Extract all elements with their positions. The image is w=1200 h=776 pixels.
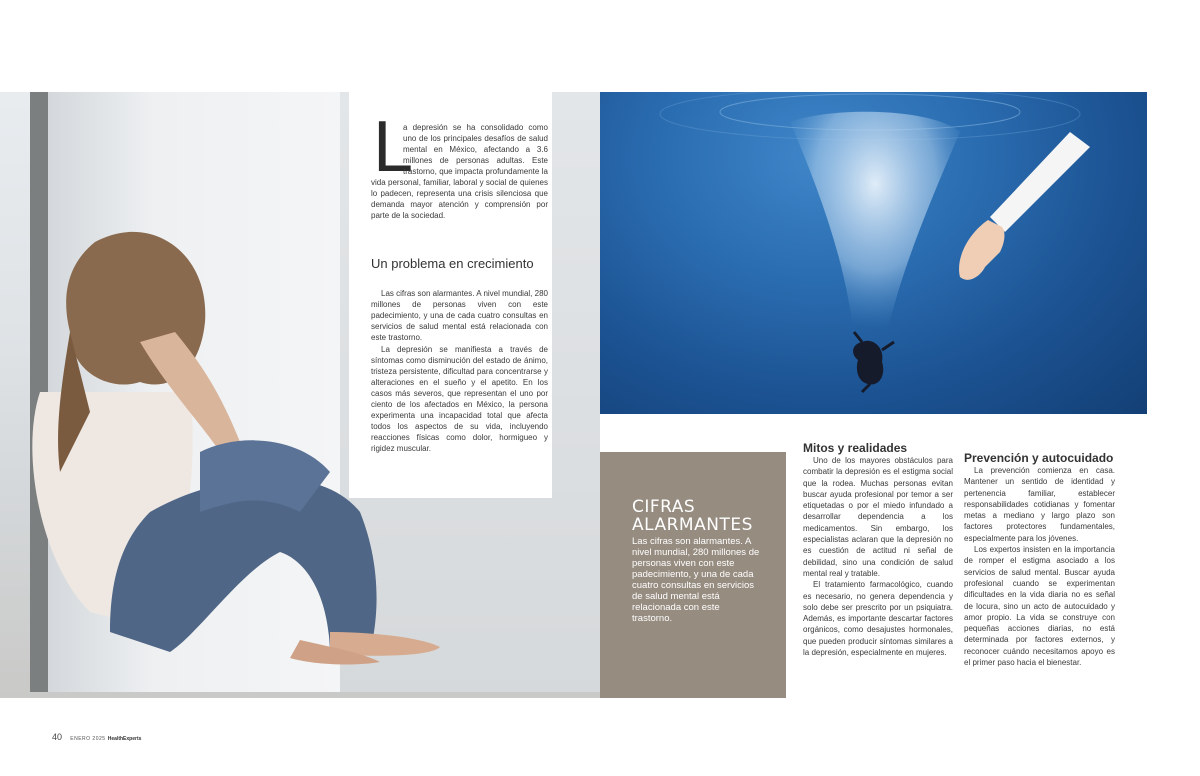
intro-paragraph: a depresión se ha consolidado como uno de los principales desafíos de salud mental en México, afectando a 3.6 millones de personas adultas. Este trastorno, que impacta profundamente la vida personal, familiar, laboral y social de quienes lo padecen, representa una crisis silenciosa que demanda mayor atención y comprensión por parte de la sociedad. [371, 123, 548, 220]
body-paragraph-2: La depresión se manifiesta a través de síntomas como disminución del estado de ánimo, tristeza persistente, dificultad para concentrarse y alteraciones en el sueño y el apetito. En los casos más severos, que representan el uno por ciento de los afectados en México, la persona experimenta una incapacidad total que afecta todos los aspectos de su vida, incluyendo reacciones físicas como dolor, hormigueo y rigidez muscular. [371, 345, 548, 453]
column-prevencion [964, 452, 1115, 668]
page-number: 40 [52, 732, 63, 742]
brand-name: HealthExperts [107, 736, 142, 742]
mitos-paragraph-2: El tratamiento farmacológico, cuando es necesario, no genera dependencia y solo debe ser prescrito por un psiquiatra. Además, es importante descartar factores orgánicos, como desajustes hormonales, que pueden producir síntomas similares a la depresión, especialmente en mujeres. [803, 580, 953, 658]
stat-title: CIFRAS ALARMANTES [632, 497, 753, 535]
body-paragraph-1: Las cifras son alarmantes. A nivel mundial, 280 millones de personas viven con este padecimiento, y una de cada cuatro consultas en servicios de salud mental está relacionada con este trastorno. [371, 289, 548, 342]
page-footer [52, 732, 141, 742]
stat-text: Las cifras son alarmantes. A nivel mundial, 280 millones de personas viven con este padecimiento, y una de cada cuatro consultas en servicios de salud mental está relacionada con este trastorno. [632, 536, 760, 624]
prevencion-paragraph-2: Los expertos insisten en la importancia de romper el estigma asociado a los servicios de salud mental. Buscar ayuda profesional cuando se experimentan dificultades en la vida diaria no es señal de locura, sino un acto de autocuidado y amor propio. La vida se construye con pequeñas acciones diarias, no está determinada por factores externos, y reconocer cuándo necesitamos apoyo es el primer paso hacia el bienestar. [964, 545, 1115, 668]
section-title-mitos: Mitos y realidades [803, 441, 908, 455]
drop-cap: L [373, 107, 414, 187]
mitos-paragraph-1: Uno de los mayores obstáculos para combatir la depresión es el estigma social que la rodea. Muchas personas evitan buscar ayuda profesional por temor a ser etiquetadas o por el miedo infundado a desarrollar dependencia a los medicamentos. Sin embargo, los especialistas aclaran que la depresión no es cuestión de actitud ni señal de debilidad, sino una condición de salud mental real y tratable. [803, 456, 953, 578]
issue-date: ENERO 2025 [70, 736, 106, 742]
section-title-crecimiento: Un problema en crecimiento [371, 256, 534, 271]
intro-text-box [349, 92, 552, 498]
falling-person-illustration [600, 92, 1147, 414]
section-title-prevencion: Prevención y autocuidado [964, 451, 1114, 465]
prevencion-paragraph-1: La prevención comienza en casa. Mantener un sentido de identidad y pertenencia familiar, establecer responsabilidades cotidianas y fomentar metas a mediano y largo plazo son factores protectores fundamentales, especialmente para los jóvenes. [964, 466, 1115, 543]
column-mitos [803, 442, 953, 658]
stat-callout-box [600, 452, 786, 698]
